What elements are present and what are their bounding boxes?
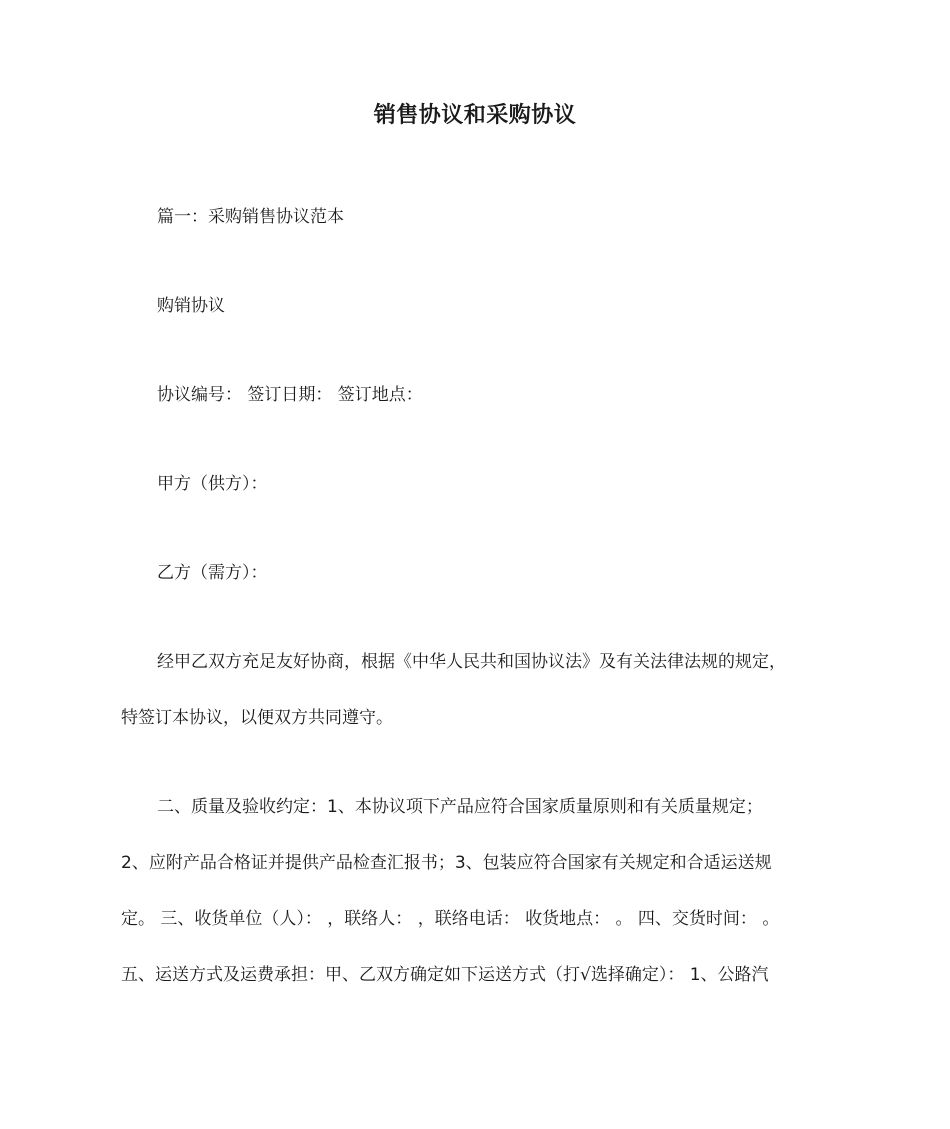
transport-clause-line: 五、运送方式及运费承担：甲、乙双方确定如下运送方式（打√选择确定）： 1、公路汽 bbox=[121, 965, 769, 985]
agreement-name: 购销协议 bbox=[157, 296, 225, 316]
preamble-line-2: 特签订本协议，以便双方共同遵守。 bbox=[121, 708, 393, 728]
party-b-line: 乙方（需方）： bbox=[157, 563, 268, 583]
quality-clause-line-2: 2、应附产品合格证并提供产品检查汇报书；3、包装应符合国家有关规定和合适运送规 bbox=[121, 853, 772, 873]
quality-clause-line-1: 二、质量及验收约定：1、本协议项下产品应符合国家质量原则和有关质量规定； bbox=[157, 797, 763, 817]
party-a-line: 甲方（供方）： bbox=[157, 474, 268, 494]
section-heading: 篇一：采购销售协议范本 bbox=[157, 207, 344, 227]
delivery-clause-line: 定。 三、收货单位（人）： ，联络人： ，联络电话： 收货地点： 。 四、交货时间： 。 bbox=[121, 909, 780, 929]
agreement-info-line: 协议编号： 签订日期： 签订地点： bbox=[157, 385, 423, 405]
preamble-line-1: 经甲乙双方充足友好协商，根据《中华人民共和国协议法》及有关法律法规的规定， bbox=[157, 652, 786, 672]
document-title: 销售协议和采购协议 bbox=[373, 103, 577, 128]
